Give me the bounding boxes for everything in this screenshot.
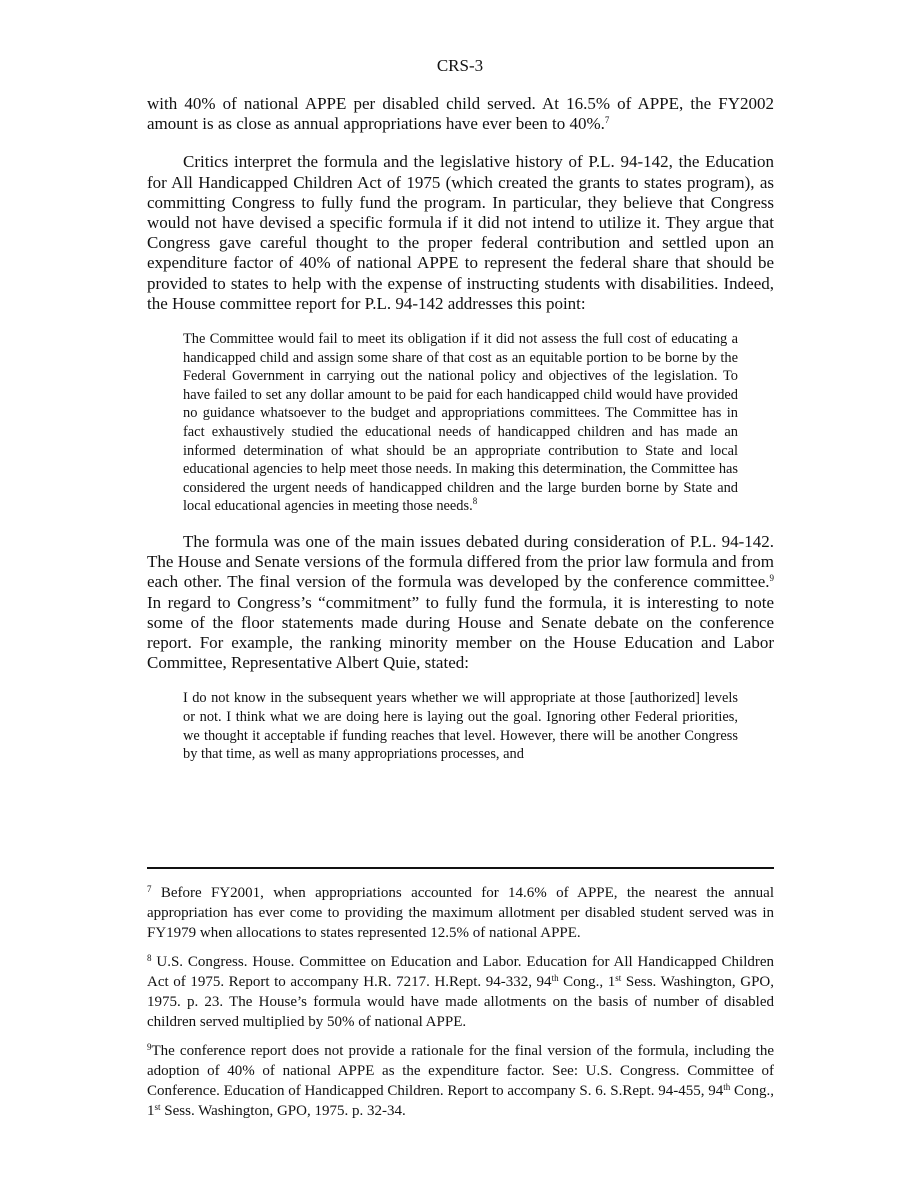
footnote-text: Sess. Washington, GPO, 1975. p. 32-34. <box>160 1103 406 1119</box>
footnote-number: 9 <box>147 1042 152 1052</box>
page-header: CRS-3 <box>436 56 484 75</box>
ordinal-suffix: th <box>723 1082 731 1092</box>
footnote-9 <box>147 1041 774 1121</box>
footnotes <box>147 883 774 1130</box>
footnote-text: Cong., 1 <box>558 974 616 990</box>
footnote-text: Before FY2001, when appropriations accounted for 14.6% of APPE, the nearest the annual appropriation has ever come to providing the maximum allotment per disabled student served was in FY1979 when allocations to states represented 12.5% of national APPE. <box>147 885 775 941</box>
footnote-7 <box>147 883 774 943</box>
footnote-number: 8 <box>147 953 152 963</box>
body-text <box>147 94 774 764</box>
footnote-separator <box>147 867 774 869</box>
footnote-ref-8[interactable]: 8 <box>472 496 478 507</box>
block-quote-1-text: The Committee would fail to meet its obligation if it did not assess the full cost of educating a handicapped child and assign some share of that cost as an equitable portion to be borne by the Federal Government in carrying out the national policy and objectives of the legislation. To have failed to set any dollar amount to be paid for each handicapped child would have provided no guidance whatsoever to the budget and appropriations committees. The Committee has in fact exhaustively studied the educational needs of handicapped children and has made an informed determination of what should be an appropriate contribution to State and local educational agencies to help meet those needs. In making this determination, the Committee has considered the urgent needs of handicapped children and the large burden borne by State and local educational agencies in meeting those needs. <box>183 331 738 515</box>
paragraph-2: Critics interpret the formula and the legislative history of P.L. 94-142, the Education for All Handicapped Children Act of 1975 (which created the grants to states program), as committing Congress to fully fund the program. In particular, they believe that Congress would not have devised a specific formula if it did not intend to utilize it. They argue that Congress gave careful thought to the proper federal contribution and settled upon an expenditure factor of 40% of national APPE to represent the federal share that should be provided to states to help with the expense of instructing students with disabilities. Indeed, the House committee report for P.L. 94-142 addresses this point: <box>147 152 774 313</box>
paragraph-1-text: with 40% of national APPE per disabled child served. At 16.5% of APPE, the FY2002 amount is as close as annual appropriations have ever been to 40%. <box>147 94 774 134</box>
ordinal-suffix: st <box>154 1102 161 1112</box>
footnote-text: The conference report does not provide a rationale for the final version of the formula, including the adoption of 40% of national APPE as the expenditure factor. See: U.S. Congress. Committee of Conference. Education of Handicapped Children. Report to accompany S. 6. S.Rept. 94-455, 94 <box>147 1043 774 1099</box>
paragraph-3 <box>147 532 774 673</box>
paragraph-1 <box>147 94 774 134</box>
footnote-ref-9[interactable]: 9 <box>769 573 774 584</box>
footnote-number: 7 <box>147 884 152 894</box>
block-quote-quie-statement: I do not know in the subsequent years whether we will appropriate at those [authorized] levels or not. I think what we are doing here is laying out the goal. Ignoring other Federal priorities, we thought it acceptable if funding reaches that level. However, there will be another Congress by that time, as well as many appropriations processes, and <box>183 690 738 763</box>
block-quote-committee-report <box>183 330 738 516</box>
ordinal-suffix: st <box>615 973 622 983</box>
ordinal-suffix: th <box>551 973 559 983</box>
footnote-ref-7[interactable]: 7 <box>604 115 610 126</box>
footnote-8 <box>147 952 774 1032</box>
paragraph-3-text-b: In regard to Congress’s “commitment” to fully fund the formula, it is interesting to note some of the floor statements made during House and Senate debate on the conference report. For example, the ranking minority member on the House Education and Labor Committee, Representative Albert Quie, stated: <box>147 592 774 673</box>
footnote-text: Cong., 1 <box>147 1083 774 1119</box>
footnote-text: U.S. Congress. House. Committee on Education and Labor. Education for All Handicapped Children Act of 1975. Report to accompany H.R. 7217. H.Rept. 94-332, 94 <box>147 954 775 990</box>
paragraph-3-text-a: The formula was one of the main issues debated during consideration of P.L. 94-142. The House and Senate versions of the formula differed from the prior law formula and from each other. The final version of the formula was developed by the conference committee. <box>147 531 774 592</box>
footnote-text: Sess. Washington, GPO, 1975. p. 23. The House’s formula would have made allotments on the basis of number of disabled children served multiplied by 50% of national APPE. <box>147 974 774 1030</box>
